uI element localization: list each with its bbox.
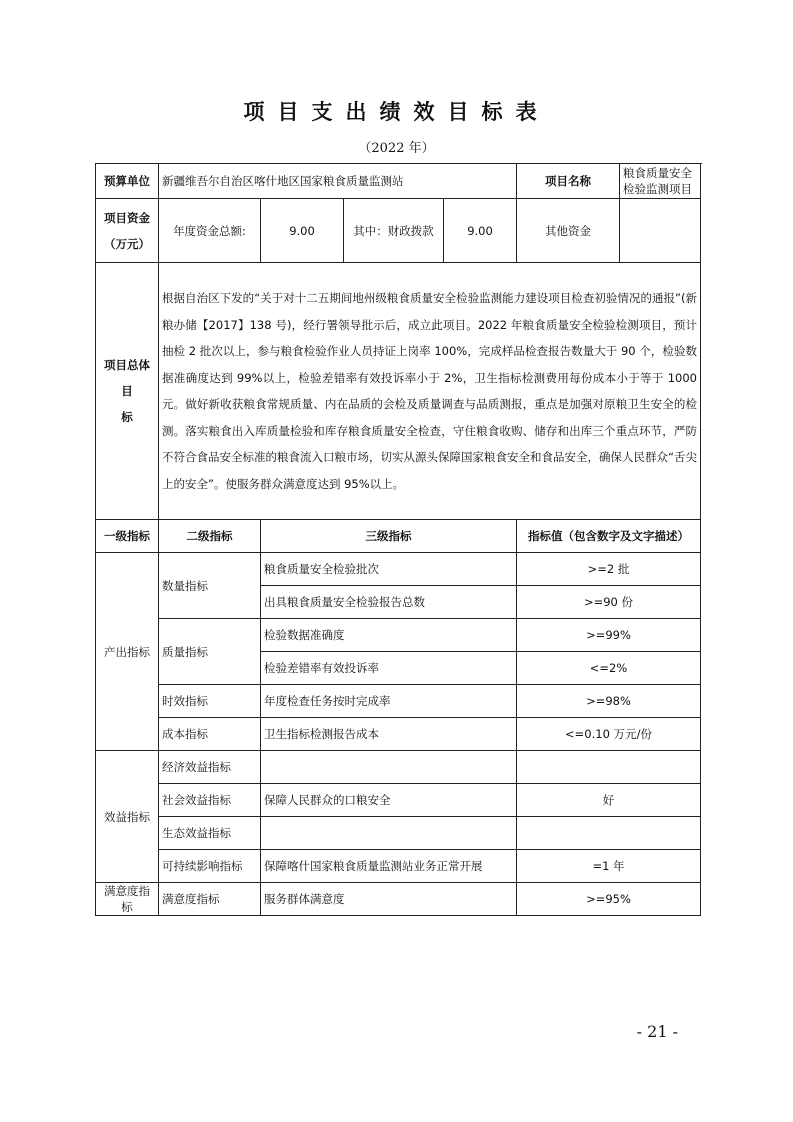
page-number: - 21 - [636, 1022, 678, 1041]
table-row [96, 718, 701, 751]
table-row [96, 784, 701, 817]
level1-satisfaction: 满意度指标 [96, 883, 159, 916]
funds-label-line2: （万元） [104, 236, 150, 251]
level1-output: 产出指标 [96, 553, 159, 751]
indicator-name: 服务群体满意度 [261, 883, 517, 916]
level2-quantity: 数量指标 [159, 553, 261, 619]
level2-social: 社会效益指标 [159, 784, 261, 817]
indicator-value: <=0.10 万元/份 [517, 718, 701, 751]
indicator-name [261, 751, 517, 784]
indicator-name: 卫生指标检测报告成本 [261, 718, 517, 751]
goal-text: 根据自治区下发的“关于对十二五期间地州级粮食质量安全检验监测能力建设项目检查初验情况的通报”(新粮办储【2017】138 号)，经行署领导批示后，成立此项目。2022 年粮食质量安全检验检测项目，预计抽检 2 批次以上，参与粮食检验作业人员持证上岗率 100%，完成样品检查报告数量大于 90 个，检验数据准确度达到 99%以上，检验差错率有效投诉率小于 2%，卫生指标检测费用每份成本小于等于 1000 元。做好新收获粮食常规质量、内在品质的会检及质量调查与品质测报，重点是加强对原粮卫生安全的检测。落实粮食出入库质量检验和库存粮食质量安全检查，守住粮食收购、储存和出库三个重点环节，严防不符合食品安全标准的粮食流入口粮市场，切实从源头保障国家粮食安全和食品安全，确保人民群众“舌尖上的安全”。使服务群众满意度达到 95%以上。 [159, 263, 701, 520]
indicator-value: >=2 批 [517, 553, 701, 586]
level2-ecological: 生态效益指标 [159, 817, 261, 850]
indicator-value: =1 年 [517, 850, 701, 883]
goal-label [96, 263, 159, 520]
header-level1: 一级指标 [96, 520, 159, 553]
level2-sustainable: 可持续影响指标 [159, 850, 261, 883]
fiscal-value: 9.00 [444, 199, 517, 263]
indicator-value [517, 817, 701, 850]
annual-total-value: 9.00 [261, 199, 344, 263]
other-funds-value [620, 199, 701, 263]
other-funds-label: 其他资金 [517, 199, 620, 263]
table-row [96, 619, 701, 652]
level2-cost: 成本指标 [159, 718, 261, 751]
document-year: （2022 年） [358, 141, 435, 156]
indicator-value: 好 [517, 784, 701, 817]
funds-row [96, 199, 701, 263]
table-row [96, 883, 701, 916]
funds-label [96, 199, 159, 263]
indicator-name: 检验数据准确度 [261, 619, 517, 652]
goal-label-line2: 标 [121, 410, 133, 424]
project-name-label: 项目名称 [517, 164, 620, 199]
indicator-name: 保障喀什国家粮食质量监测站业务正常开展 [261, 850, 517, 883]
annual-total-label: 年度资金总额: [159, 199, 261, 263]
document-title: 项目支出绩效目标表 [243, 99, 550, 124]
header-level2: 二级指标 [159, 520, 261, 553]
table-row [96, 685, 701, 718]
indicator-name: 检验差错率有效投诉率 [261, 652, 517, 685]
table-row [96, 850, 701, 883]
indicator-value: >=98% [517, 685, 701, 718]
goal-row [96, 263, 701, 520]
level2-timeliness: 时效指标 [159, 685, 261, 718]
performance-target-table [95, 163, 701, 916]
indicator-name: 年度检查任务按时完成率 [261, 685, 517, 718]
funds-label-line1: 项目资金 [104, 210, 150, 225]
level2-economic: 经济效益指标 [159, 751, 261, 784]
indicator-name: 粮食质量安全检验批次 [261, 553, 517, 586]
goal-label-line1: 项目总体目 [104, 358, 150, 398]
level2-quality: 质量指标 [159, 619, 261, 685]
indicator-name: 出具粮食质量安全检验报告总数 [261, 586, 517, 619]
indicator-name [261, 817, 517, 850]
indicator-value [517, 751, 701, 784]
table-row [96, 553, 701, 586]
fiscal-label: 其中：财政拨款 [344, 199, 444, 263]
indicator-name: 保障人民群众的口粮安全 [261, 784, 517, 817]
indicator-value: <=2% [517, 652, 701, 685]
level1-benefit: 效益指标 [96, 751, 159, 883]
budget-unit-value: 新疆维吾尔自治区喀什地区国家粮食质量监测站 [159, 164, 517, 199]
header-value: 指标值（包含数字及文字描述） [517, 520, 701, 553]
table-row [96, 817, 701, 850]
budget-unit-label: 预算单位 [96, 164, 159, 199]
indicator-header-row [96, 520, 701, 553]
level2-satisfaction: 满意度指标 [159, 883, 261, 916]
budget-unit-row [96, 164, 701, 199]
project-name-value: 粮食质量安全检验监测项目 [620, 164, 701, 199]
header-level3: 三级指标 [261, 520, 517, 553]
indicator-value: >=95% [517, 883, 701, 916]
table-row [96, 751, 701, 784]
indicator-value: >=99% [517, 619, 701, 652]
indicator-value: >=90 份 [517, 586, 701, 619]
